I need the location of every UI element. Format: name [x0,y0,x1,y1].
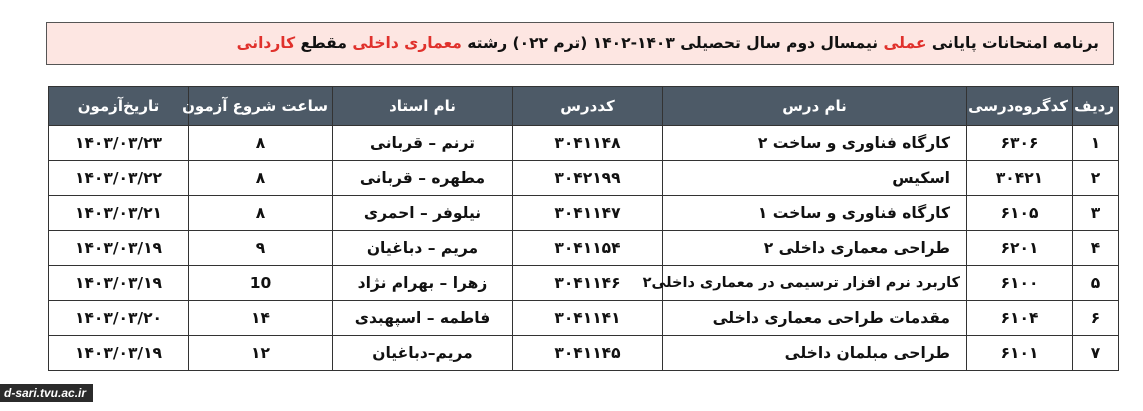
cell-course-name: کاربرد نرم افزار ترسیمی در معماری داخلی۲ [663,266,967,301]
cell-group-code: ۶۱۰۰ [967,266,1073,301]
title-highlight-major: معماری داخلی [352,34,462,52]
cell-course-name: طراحی مبلمان داخلی [663,336,967,371]
table-row [49,266,1119,301]
cell-exam-date: ۱۴۰۳/۰۳/۲۳ [49,126,189,161]
cell-instructor: ترنم – قربانی [333,126,513,161]
cell-group-code: ۶۱۰۴ [967,301,1073,336]
table-header-row [49,87,1119,126]
cell-exam-date: ۱۴۰۳/۰۳/۱۹ [49,266,189,301]
cell-instructor: مطهره – قربانی [333,161,513,196]
cell-row-number: ۲ [1073,161,1119,196]
title-text-3: مقطع [295,34,353,52]
table-row [49,196,1119,231]
cell-exam-date: ۱۴۰۳/۰۳/۲۱ [49,196,189,231]
title-text-2: نیمسال دوم سال تحصیلی ۱۴۰۳-۱۴۰۲ (ترم ۰۲۲) رشته [461,34,884,52]
header-exam-date: تاریخ‌آزمون [49,87,189,126]
cell-course-code: ۳۰۴۱۱۴۵ [513,336,663,371]
cell-start-time: ۸ [189,196,333,231]
header-course-name: نام درس [663,87,967,126]
table-row [49,231,1119,266]
cell-exam-date: ۱۴۰۳/۰۳/۱۹ [49,231,189,266]
table-row [49,336,1119,371]
cell-instructor: زهرا – بهرام نژاد [333,266,513,301]
header-start-time: ساعت شروع آزمون [189,87,333,126]
cell-start-time: ۸ [189,161,333,196]
header-row-number: ردیف [1073,87,1119,126]
cell-group-code: ۶۱۰۱ [967,336,1073,371]
cell-instructor: نیلوفر – احمری [333,196,513,231]
cell-group-code: ۶۲۰۱ [967,231,1073,266]
header-group-code: کدگروه‌درسی [967,87,1073,126]
cell-row-number: ۳ [1073,196,1119,231]
title-highlight-practical: عملی [883,34,927,52]
cell-group-code: ۳۰۴۲۱ [967,161,1073,196]
cell-course-name: کارگاه فناوری و ساخت ۱ [663,196,967,231]
cell-course-code: ۳۰۴۱۱۵۴ [513,231,663,266]
cell-start-time: ۱۲ [189,336,333,371]
cell-course-name: مقدمات طراحی معماری داخلی [663,301,967,336]
cell-course-code: ۳۰۴۱۱۴۶ [513,266,663,301]
cell-course-name: کارگاه فناوری و ساخت ۲ [663,126,967,161]
cell-instructor: فاطمه – اسپهبدی [333,301,513,336]
table-row [49,126,1119,161]
cell-row-number: ۷ [1073,336,1119,371]
title-highlight-degree: کاردانی [236,34,296,52]
header-instructor: نام استاد [333,87,513,126]
cell-row-number: ۵ [1073,266,1119,301]
cell-instructor: مریم–دباغیان [333,336,513,371]
cell-row-number: ۴ [1073,231,1119,266]
cell-exam-date: ۱۴۰۳/۰۳/۲۲ [49,161,189,196]
title-text-1: برنامه امتحانات پایانی [926,34,1099,52]
cell-group-code: ۶۳۰۶ [967,126,1073,161]
cell-course-code: ۳۰۴۱۱۴۷ [513,196,663,231]
cell-course-code: ۳۰۴۲۱۹۹ [513,161,663,196]
site-watermark: d-sari.tvu.ac.ir [0,384,93,402]
cell-course-code: ۳۰۴۱۱۴۸ [513,126,663,161]
cell-start-time: 10 [189,266,333,301]
cell-exam-date: ۱۴۰۳/۰۳/۲۰ [49,301,189,336]
cell-course-name: طراحی معماری داخلی ۲ [663,231,967,266]
page-title [46,22,1114,65]
cell-course-code: ۳۰۴۱۱۴۱ [513,301,663,336]
cell-start-time: ۸ [189,126,333,161]
table-row [49,161,1119,196]
cell-row-number: ۶ [1073,301,1119,336]
table-row [49,301,1119,336]
cell-start-time: ۱۴ [189,301,333,336]
cell-group-code: ۶۱۰۵ [967,196,1073,231]
header-course-code: کددرس [513,87,663,126]
cell-start-time: ۹ [189,231,333,266]
cell-exam-date: ۱۴۰۳/۰۳/۱۹ [49,336,189,371]
cell-row-number: ۱ [1073,126,1119,161]
cell-course-name: اسکیس [663,161,967,196]
cell-instructor: مریم – دباغیان [333,231,513,266]
exam-schedule-table [48,86,1119,371]
